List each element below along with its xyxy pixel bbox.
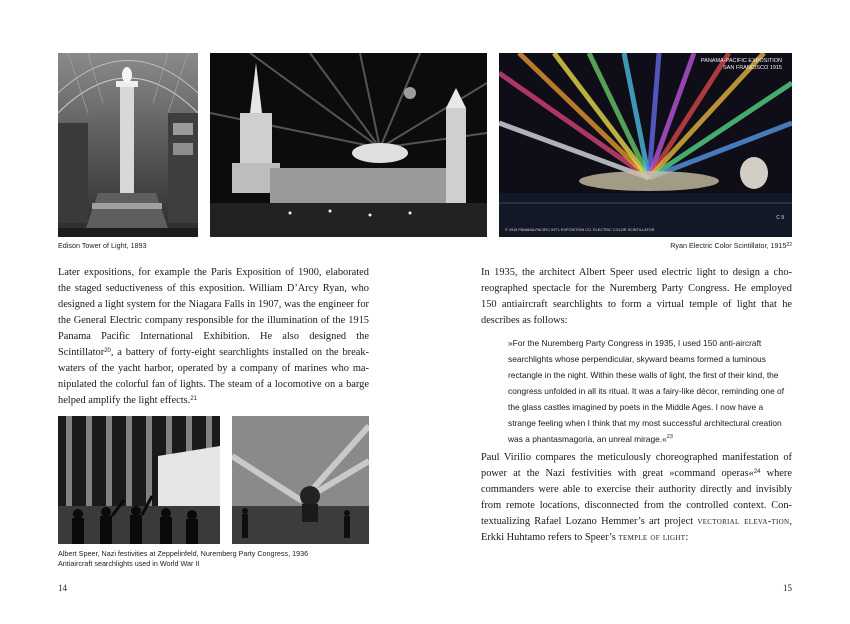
- speer-zeppelinfeld-photo: [58, 416, 220, 544]
- speer-caption-line-2: Antiaircraft searchlights used in World War II: [58, 559, 200, 568]
- postcard-corner-code: C 9: [776, 215, 784, 221]
- footnote-23: 23: [666, 434, 673, 440]
- page-number-right: 15: [783, 583, 792, 593]
- edison-caption-text: Edison Tower of Light, 1893: [58, 241, 147, 250]
- postcard-title-1: PANAMA-PACIFIC EXPOSITION: [700, 58, 782, 64]
- edison-tower-photo: [58, 53, 198, 237]
- left-paragraph: [58, 265, 369, 409]
- ryan-caption-footnote: 22: [786, 242, 792, 248]
- footnote-20: 20: [104, 348, 111, 354]
- footnote-24: 24: [753, 469, 761, 475]
- vectorial-elevation-title: vectorial eleva-tion: [697, 516, 790, 527]
- left-paragraph-text-2: , a battery of forty-eight searchlights installed on the break-waters of the yacht harbor, operated by a company of marines who ma-nipulated the colorful fan of lights. The steam of a locomotive on a barge helped amplify the light effects.: [58, 347, 369, 406]
- speer-quote: [508, 335, 792, 447]
- right-paragraph-1-text: In 1935, the architect Albert Speer used electric light to design a cho-reographed spectacle for the Nuremberg Party Congress. He employed 150 antiaircraft searchlights to form a virtual temple of light that he describes as follows:: [481, 267, 792, 326]
- postcard-bottom-text: © 1915 PANAMA-PACIFIC INT'L EXPOSITION CO. ELECTRIC COLOR SCINTILLATOR: [505, 228, 655, 232]
- right-paragraph-2-text-2: where commanders were able to exercise their authority directly and invisibly from remote locations, disconnected from the controlled context. Con-textualizing Rafael Lozano Hemmer’s art project: [481, 468, 792, 527]
- left-paragraph-text-1: Later expositions, for example the Paris Exposition of 1900, elaborated the staged seductiveness of this exposition. William D’Arcy Ryan, who designed a light system for the Niagara Falls in 1907, was the engineer for the General Electric company responsible for the illumination of the 1915 Panama Pacific International Exhibition. He also designed the Scintillator: [58, 267, 369, 358]
- speer-caption: [58, 549, 308, 569]
- right-paragraph-2-text-4: :: [685, 532, 689, 543]
- speer-caption-line-1: Albert Speer, Nazi festivities at Zeppelinfeld, Nuremberg Party Congress, 1936: [58, 549, 309, 558]
- postcard-title-2: SAN FRANCISCO 1915: [723, 65, 782, 71]
- scintillator-postcard: [499, 53, 792, 237]
- ryan-caption-text: Ryan Electric Color Scintillator, 1915: [670, 241, 787, 250]
- speer-quote-text: »For the Nuremberg Party Congress in 1935, I used 150 anti-aircraft searchlights whose perpendicular, skyward beams formed a luminous rectangle in the night. Within these walls of light, the first of their kind, the congress unfolded in all its ritual. It was a fairy-like décor, reminding one of the glass castles imagined by poets in the Middle Ages. I now have a strange feeling when I think that my most successful architectural creation was a phantasmagoria, an unreal mirage.«: [508, 338, 785, 444]
- right-paragraph-1: [481, 265, 792, 329]
- temple-of-light-title: temple of light: [618, 532, 686, 543]
- edison-caption: [58, 241, 147, 251]
- right-paragraph-2: [481, 450, 792, 546]
- right-paragraph-2-text-1: Paul Virilio compares the meticulously choreographed manifestation of power at the Nazi festivities with great »command operas«: [481, 452, 792, 479]
- exposition-night-photo: [210, 53, 487, 237]
- ryan-caption: [670, 241, 792, 251]
- footnote-21: 21: [190, 396, 197, 402]
- searchlights-photo: [232, 416, 369, 544]
- page-number-left: 14: [58, 583, 67, 593]
- right-paragraph-2-text-3: , Erkki Huhtamo refers to Speer’s: [481, 516, 792, 543]
